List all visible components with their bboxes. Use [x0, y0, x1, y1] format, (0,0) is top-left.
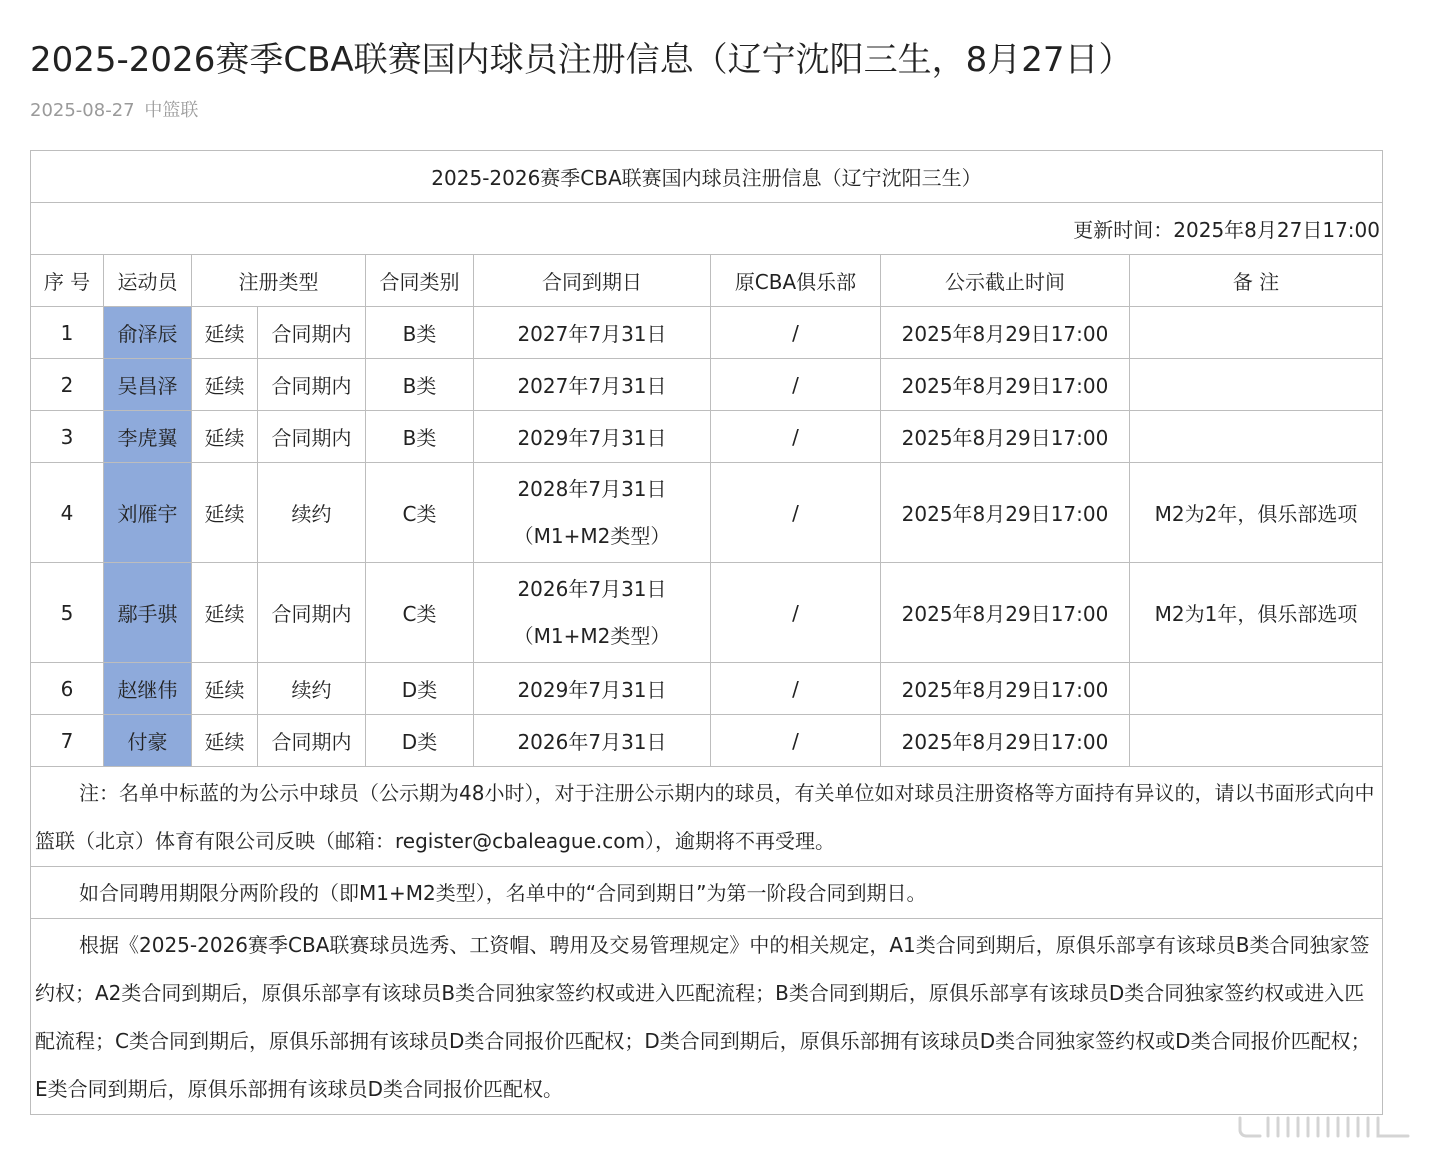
cell-reg-type: 延续 — [192, 715, 258, 767]
table-row — [31, 563, 1383, 663]
article-meta — [30, 96, 202, 126]
cell-deadline: 2025年8月29日17:00 — [881, 307, 1130, 359]
expiry-note: （M1+M2类型） — [513, 623, 671, 648]
cell-expiry — [474, 463, 711, 563]
table-row — [31, 663, 1383, 715]
cell-reg-type: 延续 — [192, 663, 258, 715]
cell-expiry — [474, 359, 711, 411]
header-orig-club: 原CBA俱乐部 — [711, 255, 881, 307]
expiry-date: 2027年7月31日 — [517, 374, 667, 398]
header-reg-type: 注册类型 — [192, 255, 366, 307]
cell-orig-club: / — [711, 715, 881, 767]
header-expiry: 合同到期日 — [474, 255, 711, 307]
page-title: 2025-2026赛季CBA联赛国内球员注册信息（辽宁沈阳三生，8月27日） — [30, 40, 1133, 80]
cell-seq: 4 — [31, 463, 104, 563]
update-row — [31, 203, 1383, 255]
header-seq: 序 号 — [31, 255, 104, 307]
cell-player: 俞泽辰 — [104, 307, 192, 359]
cell-reg-sub: 合同期内 — [258, 715, 366, 767]
cell-contract-cat: B类 — [366, 411, 474, 463]
update-time: 更新时间：2025年8月27日17:00 — [31, 203, 1383, 255]
cell-remark — [1130, 715, 1383, 767]
cell-orig-club: / — [711, 563, 881, 663]
cell-orig-club: / — [711, 411, 881, 463]
cell-player: 鄢手骐 — [104, 563, 192, 663]
note-cell — [31, 919, 1383, 1115]
cell-reg-sub: 合同期内 — [258, 563, 366, 663]
watermark-logo — [1232, 1112, 1422, 1142]
cell-deadline: 2025年8月29日17:00 — [881, 411, 1130, 463]
cell-contract-cat: D类 — [366, 663, 474, 715]
cell-player: 赵继伟 — [104, 663, 192, 715]
header-player: 运动员 — [104, 255, 192, 307]
table-row — [31, 359, 1383, 411]
note-row — [31, 919, 1383, 1115]
expiry-note: （M1+M2类型） — [513, 523, 671, 548]
expiry-date: 2028年7月31日 — [517, 476, 667, 501]
cell-player: 刘雁宇 — [104, 463, 192, 563]
cell-contract-cat: B类 — [366, 307, 474, 359]
cell-reg-type: 延续 — [192, 411, 258, 463]
cell-expiry — [474, 715, 711, 767]
cell-reg-sub: 合同期内 — [258, 359, 366, 411]
cell-seq: 5 — [31, 563, 104, 663]
cell-contract-cat: C类 — [366, 563, 474, 663]
expiry-date: 2029年7月31日 — [517, 426, 667, 450]
cell-remark — [1130, 307, 1383, 359]
cell-reg-sub: 合同期内 — [258, 307, 366, 359]
cell-deadline: 2025年8月29日17:00 — [881, 563, 1130, 663]
cell-reg-sub: 续约 — [258, 463, 366, 563]
cell-deadline: 2025年8月29日17:00 — [881, 359, 1130, 411]
cell-seq: 1 — [31, 307, 104, 359]
cell-expiry — [474, 563, 711, 663]
table-row — [31, 463, 1383, 563]
registration-table — [30, 150, 1383, 1115]
expiry-date: 2029年7月31日 — [517, 678, 667, 702]
note-row — [31, 867, 1383, 919]
cell-reg-type: 延续 — [192, 463, 258, 563]
cell-expiry — [474, 663, 711, 715]
table-title: 2025-2026赛季CBA联赛国内球员注册信息（辽宁沈阳三生） — [31, 151, 1383, 203]
cell-expiry — [474, 411, 711, 463]
cell-player: 吴昌泽 — [104, 359, 192, 411]
note-cell — [31, 767, 1383, 867]
header-deadline: 公示截止时间 — [881, 255, 1130, 307]
cell-deadline: 2025年8月29日17:00 — [881, 663, 1130, 715]
note-cell — [31, 867, 1383, 919]
publish-date: 2025-08-27 — [30, 100, 135, 121]
note-text: 根据《2025-2026赛季CBA联赛球员选秀、工资帽、聘用及交易管理规定》中的相关规定，A1类合同到期后，原俱乐部享有该球员B类合同独家签约权；A2类合同到期后，原俱乐部享有该球员B类合同独家签约权或进入匹配流程；B类合同到期后，原俱乐部享有该球员D类合同独家签约权或进入匹配流程；C类合同到期后，原俱乐部拥有该球员D类合同报价匹配权；D类合同到期后，原俱乐部拥有该球员D类合同独家签约权或D类合同报价匹配权；E类合同到期后，原俱乐部拥有该球员D类合同报价匹配权。 — [35, 932, 1371, 1101]
cell-seq: 6 — [31, 663, 104, 715]
cell-player: 李虎翼 — [104, 411, 192, 463]
note-row — [31, 767, 1383, 867]
cell-reg-type: 延续 — [192, 307, 258, 359]
header-row — [31, 255, 1383, 307]
header-remark: 备 注 — [1130, 255, 1383, 307]
cell-remark: M2为2年，俱乐部选项 — [1130, 463, 1383, 563]
cell-contract-cat: C类 — [366, 463, 474, 563]
cell-reg-type: 延续 — [192, 563, 258, 663]
cell-reg-sub: 续约 — [258, 663, 366, 715]
cell-reg-sub: 合同期内 — [258, 411, 366, 463]
cell-expiry — [474, 307, 711, 359]
cell-reg-type: 延续 — [192, 359, 258, 411]
table-row — [31, 411, 1383, 463]
table-row — [31, 715, 1383, 767]
expiry-date: 2026年7月31日 — [517, 730, 667, 754]
cell-contract-cat: D类 — [366, 715, 474, 767]
table-row — [31, 307, 1383, 359]
header-contract-cat: 合同类别 — [366, 255, 474, 307]
source-link[interactable]: 中篮联 — [144, 100, 199, 121]
cell-remark — [1130, 663, 1383, 715]
cell-orig-club: / — [711, 463, 881, 563]
cell-seq: 2 — [31, 359, 104, 411]
cell-remark — [1130, 359, 1383, 411]
expiry-date: 2026年7月31日 — [517, 576, 667, 601]
cell-orig-club: / — [711, 359, 881, 411]
expiry-date: 2027年7月31日 — [517, 322, 667, 346]
note-text: 如合同聘用期限分两阶段的（即M1+M2类型），名单中的“合同到期日”为第一阶段合同到期日。 — [79, 880, 927, 905]
cell-remark: M2为1年，俱乐部选项 — [1130, 563, 1383, 663]
table-title-row — [31, 151, 1383, 203]
cell-contract-cat: B类 — [366, 359, 474, 411]
cell-deadline: 2025年8月29日17:00 — [881, 463, 1130, 563]
cell-seq: 3 — [31, 411, 104, 463]
cell-seq: 7 — [31, 715, 104, 767]
cell-orig-club: / — [711, 663, 881, 715]
cell-orig-club: / — [711, 307, 881, 359]
cell-remark — [1130, 411, 1383, 463]
cell-deadline: 2025年8月29日17:00 — [881, 715, 1130, 767]
note-text: 注：名单中标蓝的为公示中球员（公示期为48小时），对于注册公示期内的球员，有关单位如对球员注册资格等方面持有异议的，请以书面形式向中篮联（北京）体育有限公司反映（邮箱：register@cbaleague.com），逾期将不再受理。 — [35, 780, 1375, 853]
cell-player: 付豪 — [104, 715, 192, 767]
